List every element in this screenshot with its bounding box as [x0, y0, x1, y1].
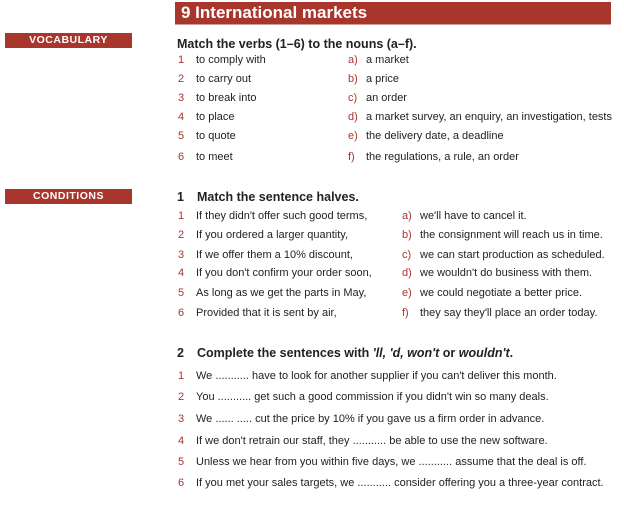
- sentence-first-half-number: 6: [178, 307, 185, 319]
- completion-number: 3: [178, 413, 185, 425]
- noun-item: the regulations, a rule, an order: [366, 151, 519, 163]
- sentence-first-half: As long as we get the parts in May,: [196, 287, 367, 299]
- sentence-first-half: If you ordered a larger quantity,: [196, 229, 349, 241]
- banner-divider: [175, 24, 611, 25]
- completion-number: 2: [178, 391, 185, 403]
- sentence-first-half-number: 2: [178, 229, 185, 241]
- noun-letter: a): [348, 54, 358, 66]
- unit-title-banner: 9 International markets: [175, 2, 611, 24]
- verb-item: to comply with: [196, 54, 266, 66]
- verb-item: to place: [196, 111, 235, 123]
- sentence-second-half-letter: e): [402, 287, 412, 299]
- sentence-second-half: the consignment will reach us in time.: [420, 229, 603, 241]
- sentence-first-half-number: 1: [178, 210, 185, 222]
- noun-item: a price: [366, 73, 400, 85]
- exercise-1-heading: Match the sentence halves.: [197, 190, 359, 204]
- completion-sentence: We ........... have to look for another supplier if you can't deliver this month.: [196, 370, 557, 382]
- vocabulary-heading: Match the verbs (1–6) to the nouns (a–f).: [177, 37, 417, 51]
- sentence-second-half-letter: d): [402, 267, 412, 279]
- conditions-section-label: CONDITIONS: [5, 189, 132, 204]
- sentence-first-half-number: 4: [178, 267, 185, 279]
- sentence-first-half-number: 3: [178, 249, 185, 261]
- completion-number: 5: [178, 456, 185, 468]
- noun-letter: e): [348, 130, 358, 142]
- noun-item: a market survey, an enquiry, an investigation, tests: [366, 111, 612, 123]
- completion-sentence: Unless we hear from you within five days, we ........... assume that the deal is off.: [196, 456, 587, 468]
- noun-item: an order: [366, 92, 407, 104]
- completion-sentence: We ...... ..... cut the price by 10% if you gave us a firm order in advance.: [196, 413, 545, 425]
- noun-letter: b): [348, 73, 358, 85]
- completion-number: 1: [178, 370, 185, 382]
- noun-letter: f): [348, 151, 355, 163]
- sentence-second-half: they say they'll place an order today.: [420, 307, 598, 319]
- sentence-first-half: If they didn't offer such good terms,: [196, 210, 368, 222]
- completion-sentence: If we don't retrain our staff, they ........... be able to use the new software.: [196, 435, 548, 447]
- exercise-2-number: 2: [177, 346, 184, 360]
- exercise-2-heading: Complete the sentences with 'll, 'd, won't or wouldn't.: [197, 346, 514, 360]
- vocabulary-section-label: VOCABULARY: [5, 33, 132, 48]
- sentence-second-half: we can start production as scheduled.: [420, 249, 605, 261]
- sentence-first-half: If we offer them a 10% discount,: [196, 249, 353, 261]
- verb-item: to meet: [196, 151, 233, 163]
- completion-number: 4: [178, 435, 185, 447]
- sentence-second-half: we could negotiate a better price.: [420, 287, 583, 299]
- sentence-second-half: we wouldn't do business with them.: [420, 267, 593, 279]
- verb-item: to break into: [196, 92, 257, 104]
- sentence-second-half-letter: b): [402, 229, 412, 241]
- sentence-first-half: Provided that it is sent by air,: [196, 307, 337, 319]
- verb-number: 1: [178, 54, 185, 66]
- sentence-first-half: If you don't confirm your order soon,: [196, 267, 372, 279]
- sentence-second-half-letter: c): [402, 249, 412, 261]
- exercise-1-number: 1: [177, 190, 184, 204]
- verb-item: to quote: [196, 130, 236, 142]
- completion-number: 6: [178, 477, 185, 489]
- noun-item: a market: [366, 54, 409, 66]
- sentence-second-half-letter: f): [402, 307, 409, 319]
- verb-number: 6: [178, 151, 185, 163]
- verb-number: 5: [178, 130, 185, 142]
- sentence-first-half-number: 5: [178, 287, 185, 299]
- noun-letter: c): [348, 92, 358, 104]
- sentence-second-half-letter: a): [402, 210, 412, 222]
- completion-sentence: You ........... get such a good commission if you didn't win so many deals.: [196, 391, 549, 403]
- verb-number: 3: [178, 92, 185, 104]
- verb-item: to carry out: [196, 73, 252, 85]
- verb-number: 2: [178, 73, 185, 85]
- noun-item: the delivery date, a deadline: [366, 130, 504, 142]
- noun-letter: d): [348, 111, 358, 123]
- sentence-second-half: we'll have to cancel it.: [420, 210, 527, 222]
- completion-sentence: If you met your sales targets, we ........... consider offering you a three-year contract.: [196, 477, 604, 489]
- verb-number: 4: [178, 111, 185, 123]
